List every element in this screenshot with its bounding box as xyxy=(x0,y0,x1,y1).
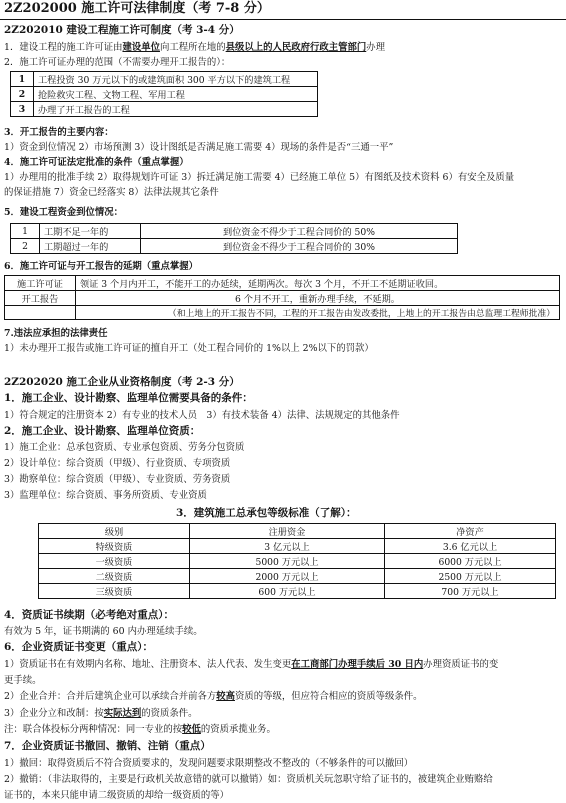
section2-q2a: 1）施工企业：总承包资质、专业承包资质、劳务分包资质 xyxy=(4,442,245,453)
q6d-text-post: 的资质承揽业务。 xyxy=(200,724,276,735)
table-row xyxy=(39,539,556,554)
q6a-text-post: 办理资质证书的变 xyxy=(423,659,499,670)
paragraph-4a: 1）办理用的批准手续 2）取得规划许可证 3）拆迁满足施工需要 4）已经施工单位 5）有图纸及技术资料 6）有安全及质量 xyxy=(4,172,515,183)
q6c-text-pre: 3）企业分立和改制：按 xyxy=(4,708,104,719)
section2-q1: 1．施工企业、设计勘察、监理单位需要具备的条件： xyxy=(4,392,253,404)
title-divider xyxy=(0,19,566,20)
section2-heading: 2Z202020 施工企业从业资格制度（考 2-3 分） xyxy=(4,376,240,388)
section2-q6a xyxy=(4,658,498,671)
table-header: 注册资金 xyxy=(190,524,385,539)
table-cell: 到位资金不得少于工程合同价的 30% xyxy=(141,239,458,254)
table-cell: 到位资金不得少于工程合同价的 50% xyxy=(141,224,458,239)
table-cell: （和上地上的开工报告不同，工程的开工报告由发改委批，上地上的开工报告由总监理工程师批准） xyxy=(76,306,560,320)
table-row xyxy=(11,102,318,117)
table-cell: 特级资质 xyxy=(39,539,190,554)
table-cell: 5000 万元以上 xyxy=(190,554,385,569)
section2-q6b xyxy=(4,690,423,703)
table-row xyxy=(11,72,318,87)
table-row xyxy=(11,87,318,102)
table-cell: 工期超过一年的 xyxy=(40,239,141,254)
table-cell: 办理了开工报告的工程 xyxy=(34,102,318,117)
table-cell: 一级资质 xyxy=(39,554,190,569)
paragraph-5: 5．建设工程资金到位情况： xyxy=(4,207,124,218)
section2-q2d: 3）监理单位：综合资质、事务所资质、专业资质 xyxy=(4,490,207,501)
p1-emphasis-1: 建设单位 xyxy=(122,42,160,53)
paragraph-7: 7.违法应承担的法律责任 xyxy=(4,328,108,339)
paragraph-4b: 的保证措施 7）资金已经落实 8）法律法规其它条件 xyxy=(4,187,219,198)
section2-q2: 2．施工企业、设计勘察、监理单位资质： xyxy=(4,425,201,437)
section1-heading: 2Z202010 建设工程施工许可制度（考 3-4 分） xyxy=(4,24,240,36)
paragraph-7a: 1）未办理开工报告或施工许可证的擅自开工（处工程合同价的 1%以上 2%以下的罚款） xyxy=(4,343,374,354)
q6b-emphasis: 较高 xyxy=(216,691,235,702)
section2-q1a: 1）符合规定的注册资本 2）有专业的技术人员 3）有技术装备 4）法律、法规规定的其他条件 xyxy=(4,410,400,421)
q6c-text-post: 的资质条件。 xyxy=(141,708,198,719)
table-cell: 600 万元以上 xyxy=(190,584,385,599)
table-cell: 工期不足一年的 xyxy=(40,224,141,239)
section2-q6: 6．企业资质证书变更（重点）： xyxy=(4,641,154,653)
funding-table xyxy=(10,223,458,254)
p1-text-pre: 1．建设工程的施工许可证由 xyxy=(4,42,123,53)
table-header-row xyxy=(39,524,556,539)
table-row xyxy=(11,224,458,239)
q6d-emphasis: 较低 xyxy=(182,724,201,735)
p1-text-post: 办理 xyxy=(366,42,386,53)
q6b-text-post: 资质的等级，但应符合相应的资质等级条件。 xyxy=(234,691,423,702)
section2-q2c: 3）勘察单位：综合资质（甲级）、专业资质、劳务资质 xyxy=(4,474,231,485)
table-row xyxy=(5,276,560,291)
table-cell: 抢险救灾工程、文物工程、军用工程 xyxy=(34,87,318,102)
table-cell: 2500 万元以上 xyxy=(385,569,556,584)
table-header: 净资产 xyxy=(385,524,556,539)
section2-q2b: 2）设计单位：综合资质（甲级）、行业资质、专项资质 xyxy=(4,458,231,469)
paragraph-2: 2．施工许可证办理的范围（不需要办理开工报告的）： xyxy=(4,57,231,68)
table-cell: 2 xyxy=(11,87,34,102)
table-cell: 开工报告 xyxy=(5,291,76,306)
table-cell: 6 个月不开工，重新办理手续，不延期。 xyxy=(76,291,560,306)
paragraph-1 xyxy=(4,41,385,54)
scope-table xyxy=(10,71,318,117)
paragraph-6: 6．施工许可证与开工报告的延期（重点掌握） xyxy=(4,261,199,272)
q6a-emphasis: 在工商部门办理手续后 30 日内 xyxy=(291,659,424,670)
table-row xyxy=(5,306,560,320)
section2-q7: 7．企业资质证书撤回、撤销、注销（重点） xyxy=(4,740,211,752)
table-cell: 3.6 亿元以上 xyxy=(385,539,556,554)
table-cell: 2000 万元以上 xyxy=(190,569,385,584)
section2-q6d xyxy=(4,723,276,736)
q6c-emphasis: 实际达到 xyxy=(103,708,142,719)
table-cell: 1 xyxy=(11,224,40,239)
section2-q4a: 有效为 5 年，证书期满的 60 内办理延续手续。 xyxy=(4,626,203,637)
table-cell: 施工许可证 xyxy=(5,276,76,291)
paragraph-3: 3．开工报告的主要内容： xyxy=(4,127,114,138)
table-header: 级别 xyxy=(39,524,190,539)
grade-table-title: 3．建筑施工总承包等级标准（了解）： xyxy=(176,507,357,519)
table-row xyxy=(5,291,560,306)
q6a-text-pre: 1）资质证书在有效期内名称、地址、注册资本、法人代表、发生变更 xyxy=(4,659,292,670)
q6d-text-pre: 注：联合体投标分两种情况：同一专业的按 xyxy=(4,724,183,735)
section2-q7b: 2）撤销：（非法取得的，主要是行政机关故意错的就可以撤销）如：资质机关玩忽职守给了证书的，被建筑企业贿赂给 xyxy=(4,774,493,785)
section2-q7a: 1）撤回：取得资质后不符合资质要求的，发现问题要求限期整改不整改的（不够条件的可以撤回） xyxy=(4,758,414,769)
table-cell: 3 xyxy=(11,102,34,117)
table-cell: 领证 3 个月内开工，不能开工的办延续，延期两次。每次 3 个月，不开工不延期证收回。 xyxy=(76,276,560,291)
table-cell: 二级资质 xyxy=(39,569,190,584)
table-cell: 2 xyxy=(11,239,40,254)
section2-q6a2: 更手续。 xyxy=(4,675,42,686)
extension-table xyxy=(4,275,560,320)
table-cell: 3 亿元以上 xyxy=(190,539,385,554)
table-cell: 6000 万元以上 xyxy=(385,554,556,569)
q6b-text-pre: 2）企业合并：合并后建筑企业可以承续合并前各方 xyxy=(4,691,217,702)
p1-emphasis-2: 县级以上的人民政府行政主管部门 xyxy=(225,42,367,53)
section2-q7c: 证书的，本来只能申请二级资质的却给一级资质的等） xyxy=(4,790,230,801)
table-row xyxy=(39,554,556,569)
section2-q4: 4．资质证书续期（必考绝对重点）： xyxy=(4,609,175,621)
table-cell: 工程投资 30 万元以下的或建筑面积 300 平方以下的建筑工程 xyxy=(34,72,318,87)
table-row xyxy=(39,569,556,584)
grade-table xyxy=(38,523,556,599)
paragraph-3a: 1）资金到位情况 2）市场预测 3）设计图纸是否满足施工需要 4）现场的条件是否“三通一平” xyxy=(4,142,394,153)
page-title: 2Z202000 施工许可法律制度（考 7-8 分） xyxy=(4,1,270,16)
table-row xyxy=(39,584,556,599)
table-cell: 700 万元以上 xyxy=(385,584,556,599)
table-cell: 1 xyxy=(11,72,34,87)
section2-q6c xyxy=(4,707,198,720)
p1-text-mid: 向工程所在地的 xyxy=(159,42,226,53)
table-row xyxy=(11,239,458,254)
table-cell: 三级资质 xyxy=(39,584,190,599)
paragraph-4: 4．施工许可证法定批准的条件（重点掌握） xyxy=(4,157,189,168)
